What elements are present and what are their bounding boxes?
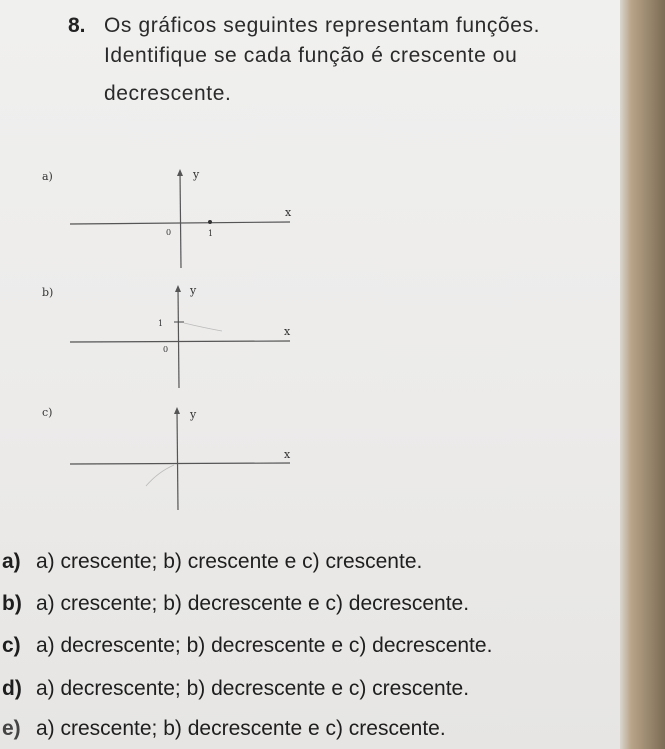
graph-a-x-label: x (285, 206, 292, 219)
graph-b-label: b) (42, 286, 54, 299)
graph-b-x-label: x (284, 325, 291, 338)
graph-a-tick-0: 0 (166, 228, 172, 237)
option-a-text: a) crescente; b) crescente e c) crescente. (36, 550, 423, 573)
question-line-3: decrescente. (104, 82, 232, 105)
graph-c-curve (146, 465, 174, 486)
graph-c-y-axis (177, 410, 178, 510)
option-d-text: a) decrescente; b) decrescente e c) crescente. (36, 677, 470, 700)
question-line-2: Identifique se cada função é crescente ou (104, 44, 518, 67)
option-b-text: a) crescente; b) decrescente e c) decrescente. (36, 592, 470, 615)
option-a-letter: a) (2, 550, 21, 573)
graph-a-label: a) (42, 170, 53, 183)
graph-c-x-axis (70, 463, 290, 464)
option-d-letter: d) (2, 677, 22, 700)
graph-b-tick-1: 0 (163, 345, 169, 354)
graph-c-label: c) (42, 406, 53, 419)
graph-a-y-label: y (193, 168, 200, 181)
question-line-1: Os gráficos seguintes representam funções. (104, 14, 541, 37)
graph-c-y-label: y (190, 408, 197, 421)
question-number: 8. (68, 14, 86, 37)
option-c-text: a) decrescente; b) decrescente e c) decrescente. (36, 634, 493, 657)
graph-c-x-label: x (284, 448, 291, 461)
option-c-letter: c) (2, 634, 21, 657)
graph-c-y-arrow (174, 407, 180, 414)
option-e-letter: e) (2, 717, 21, 740)
graph-b-y-label: y (190, 284, 197, 297)
option-b[interactable] (2, 592, 469, 616)
graph-b-tick-0: 1 (158, 319, 164, 328)
option-e[interactable] (2, 717, 446, 741)
option-d[interactable] (2, 677, 469, 701)
option-b-letter: b) (2, 592, 22, 615)
option-e-text: a) crescente; b) decrescente e c) crescente. (36, 717, 446, 740)
graph-a-tick-1: 1 (208, 229, 214, 238)
option-c[interactable] (2, 634, 492, 658)
option-a[interactable] (2, 550, 422, 574)
